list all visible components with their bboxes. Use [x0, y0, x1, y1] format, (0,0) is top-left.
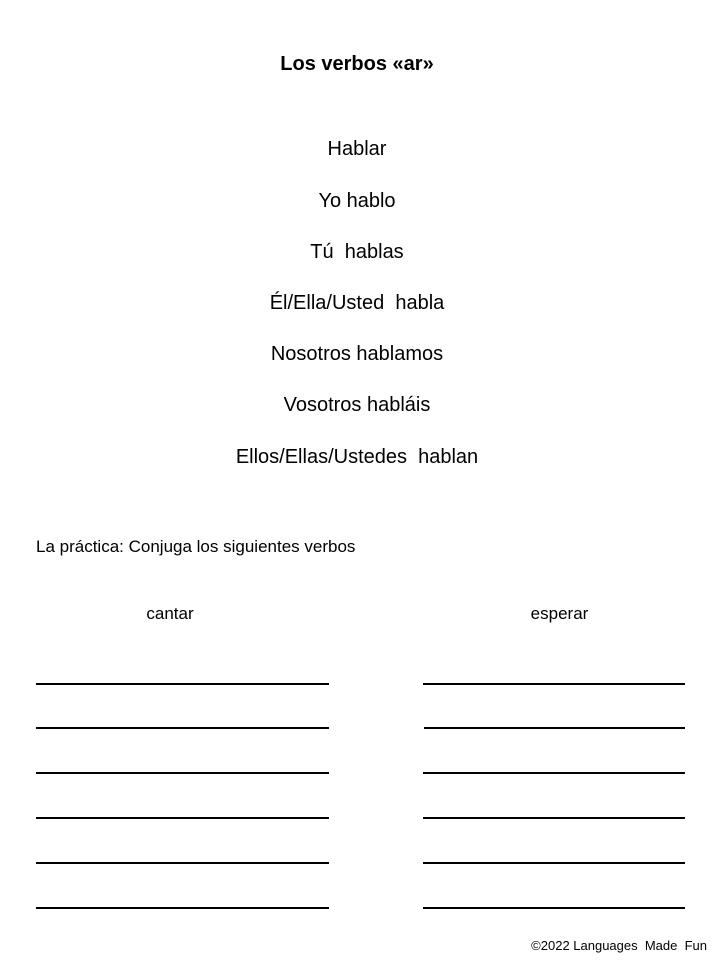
answer-line[interactable] — [424, 727, 685, 729]
conjugation-tu: Tú hablas — [310, 241, 404, 263]
conjugation-vosotros: Vosotros habláis — [283, 394, 431, 416]
copyright-footer: ©2022 Languages Made Fun — [531, 938, 707, 953]
answer-line[interactable] — [423, 907, 685, 909]
answer-line[interactable] — [36, 862, 329, 864]
conjugation-ellos-ellas-ustedes: Ellos/Ellas/Ustedes hablan — [235, 446, 479, 468]
answer-line[interactable] — [423, 683, 685, 685]
practice-verb-cantar: cantar — [146, 604, 194, 623]
answer-line[interactable] — [36, 772, 329, 774]
practice-instructions: La práctica: Conjuga los siguientes verbos — [36, 537, 356, 556]
example-verb-infinitive: Hablar — [327, 138, 387, 160]
answer-line[interactable] — [423, 862, 685, 864]
practice-verb-esperar: esperar — [530, 604, 589, 623]
answer-line[interactable] — [36, 727, 329, 729]
answer-line[interactable] — [423, 772, 685, 774]
conjugation-yo: Yo hablo — [318, 190, 396, 212]
conjugation-el-ella-usted: Él/Ella/Usted habla — [269, 292, 445, 314]
answer-line[interactable] — [36, 683, 329, 685]
answer-line[interactable] — [36, 907, 329, 909]
answer-line[interactable] — [36, 817, 329, 819]
answer-line[interactable] — [423, 817, 685, 819]
conjugation-nosotros: Nosotros hablamos — [270, 343, 444, 365]
page-title: Los verbos «ar» — [280, 53, 434, 75]
